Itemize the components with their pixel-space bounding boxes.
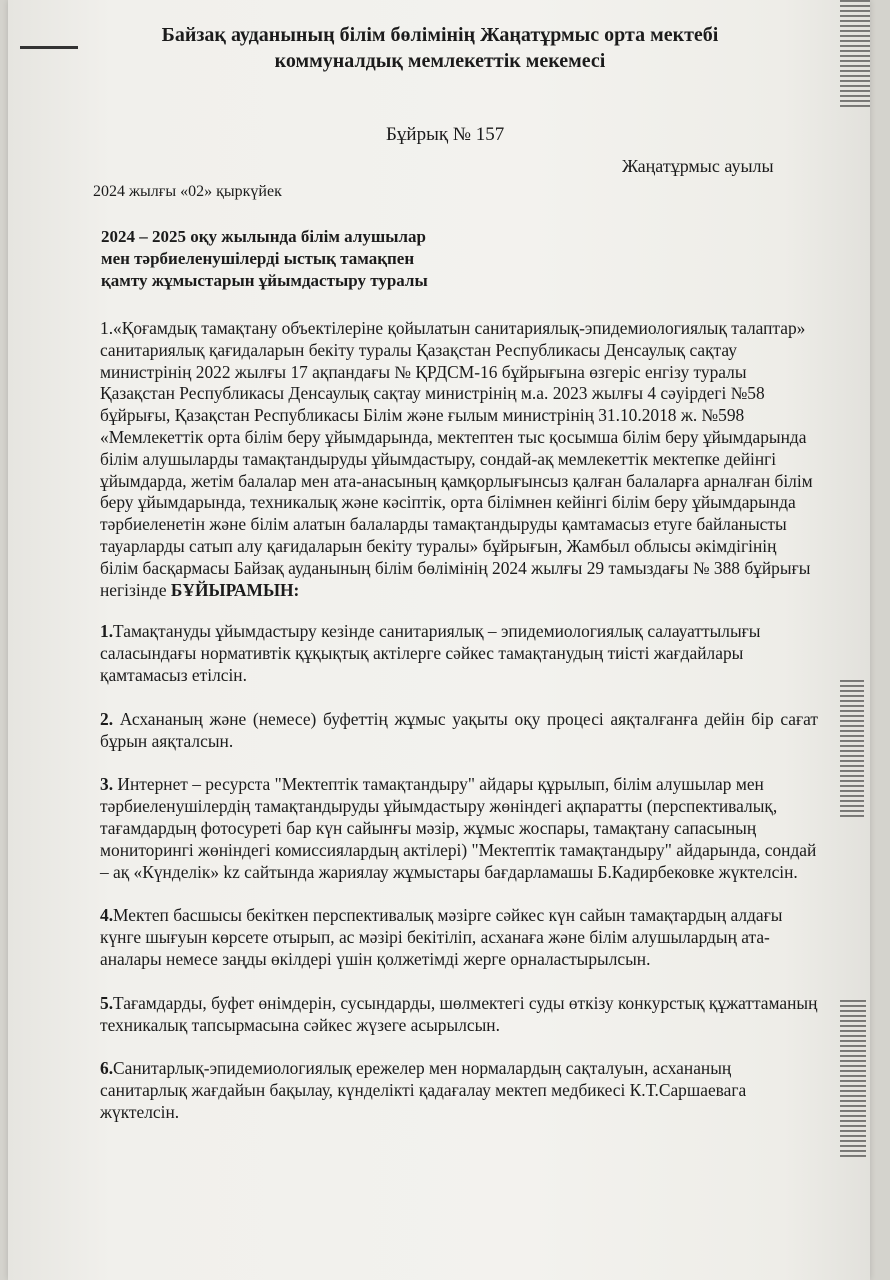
village-name: Жаңатұрмыс ауылы [622,156,774,176]
item-text: Интернет – ресурста "Мектептік тамақтандыру" айдары құрылып, білім алушылар мен тәрбиеленушілердің тамақтандыруды ұйымдастыру жөніндегі ақпаратты (перспективалық, тағамдардың фотосуреті бар күн сайынғы мәзір, жұмыс жоспары, тамақтану сапасының мониторингі жөніндегі комиссиялардың актілері) "Мектептік тамақтандыру" айдарында, сондай – ақ «Күнделік» kz сайтында жариялау жұмыстары бағдарламашы Б.Кадирбековке жүктелсін. [100,774,817,882]
item-text: Тамақтануды ұйымдастыру кезінде санитариялық – эпидемиологиялық салауаттылығы саласындағы нормативтік құқықтық актілерге сәйкес тамақтанудың тиісті жағдайлары қамтамасыз етілсін. [100,621,761,685]
item-number: 2. [100,708,114,729]
order-number: Бұйрық № 157 [386,124,505,145]
preamble-paragraph [100,318,818,601]
item-number: 6. [100,1058,114,1079]
document-date: 2024 жылғы «02» қыркүйек [93,183,282,200]
item-number: 1. [100,621,114,642]
subject-line-2: мен тәрбиеленушілерді ыстық тамақпен [101,249,415,268]
header-line-1: Байзақ ауданының білім бөлімінің Жаңатұрмыс орта мектебі [161,24,719,46]
item-text: Тағамдарды, буфет өнімдерін, сусындарды, шөлмектегі суды өткізу конкурстық құжаттаманың техникалық тапсырмасына сәйкес жүзеге асырылсын. [100,992,818,1035]
order-item-5 [100,993,818,1037]
item-text: Мектеп басшысы бекіткен перспективалық мәзірге сәйкес күн сайын тамақтардың алдағы күнге шығуын көрсете отырып, ас мәзірі бекітіліп, асханаға және білім алушылардың ата-аналары немесе заңды өкілдері үшін қолжетімді жерге орналастырылсын. [100,905,783,969]
item-number: 3. [100,774,114,795]
document-body [100,318,818,1146]
order-item-2 [100,709,818,753]
preamble-text: 1.«Қоғамдық тамақтану объектілеріне қойылатын санитариялық-эпидемиологиялық талаптар» санитариялық қағидаларын бекіту туралы Қазақстан Республикасы Денсаулық сақтау министрінің 2022 жылғы 17 ақпандағы № ҚРДСМ-16 бұйрығына өзгеріс енгізу туралы Қазақстан Республикасы Денсаулық сақтау министрінің м.а. 2023 жылғы 4 сәуірдегі №58 бұйрығы, Қазақстан Республикасы Білім және ғылым министрінің 31.10.2018 ж. №598 «Мемлекеттік орта білім беру ұйымдарында, мектептен тыс қосымша білім беру ұйымдарында білім алушыларды тамақтандыруды ұйымдастыру, сондай-ақ мемлекеттік мектепке дейінгі ұйымдарда, жетім балалар мен ата-анасының қамқорлығынсыз қалған балаларға арналған білім беру ұйымдарында, техникалық және кәсіптік, орта білімнен кейінгі білім беру ұйымдарында тәрбиеленетін және білім алатын балаларды тамақтандыруды қамтамасыз етуге байланысты тауарларды сатып алу қағидаларын бекіту туралы» бұйрығын, Жамбыл облысы әкімдігінің білім басқармасы Байзақ ауданының білім бөлімінің 2024 жылғы 29 тамыздағы № 388 бұйрығы негізінде [100,318,813,600]
order-item-1 [100,621,818,686]
scan-edge-artifact [840,1000,866,1160]
item-text: Асхананың және (немесе) буфеттің жұмыс уақыты оқу процесі аяқталғанға дейін бір сағат бұрын аяқталсын. [100,708,818,751]
scan-edge-artifact [840,680,864,820]
order-item-3 [100,774,818,883]
scan-edge-artifact [840,0,870,110]
document-header [40,22,840,74]
item-number: 5. [100,992,114,1013]
order-subject [101,226,428,292]
item-text: Санитарлық-эпидемиологиялық ережелер мен нормалардың сақталуын, асхананың санитарлық жағдайын бақылау, күнделікті қадағалау мектеп медбикесі К.Т.Саршаевага жүктелсін. [100,1058,747,1122]
header-line-2: коммуналдық мемлекеттік мекемесі [274,50,606,72]
subject-line-3: қамту жұмыстарын ұйымдастыру туралы [101,271,428,290]
subject-line-1: 2024 – 2025 оқу жылында білім алушылар [101,227,426,246]
order-item-4 [100,905,818,970]
decree-word: БҰЙЫРАМЫН: [170,579,300,600]
item-number: 4. [100,905,114,926]
order-item-6 [100,1058,818,1123]
